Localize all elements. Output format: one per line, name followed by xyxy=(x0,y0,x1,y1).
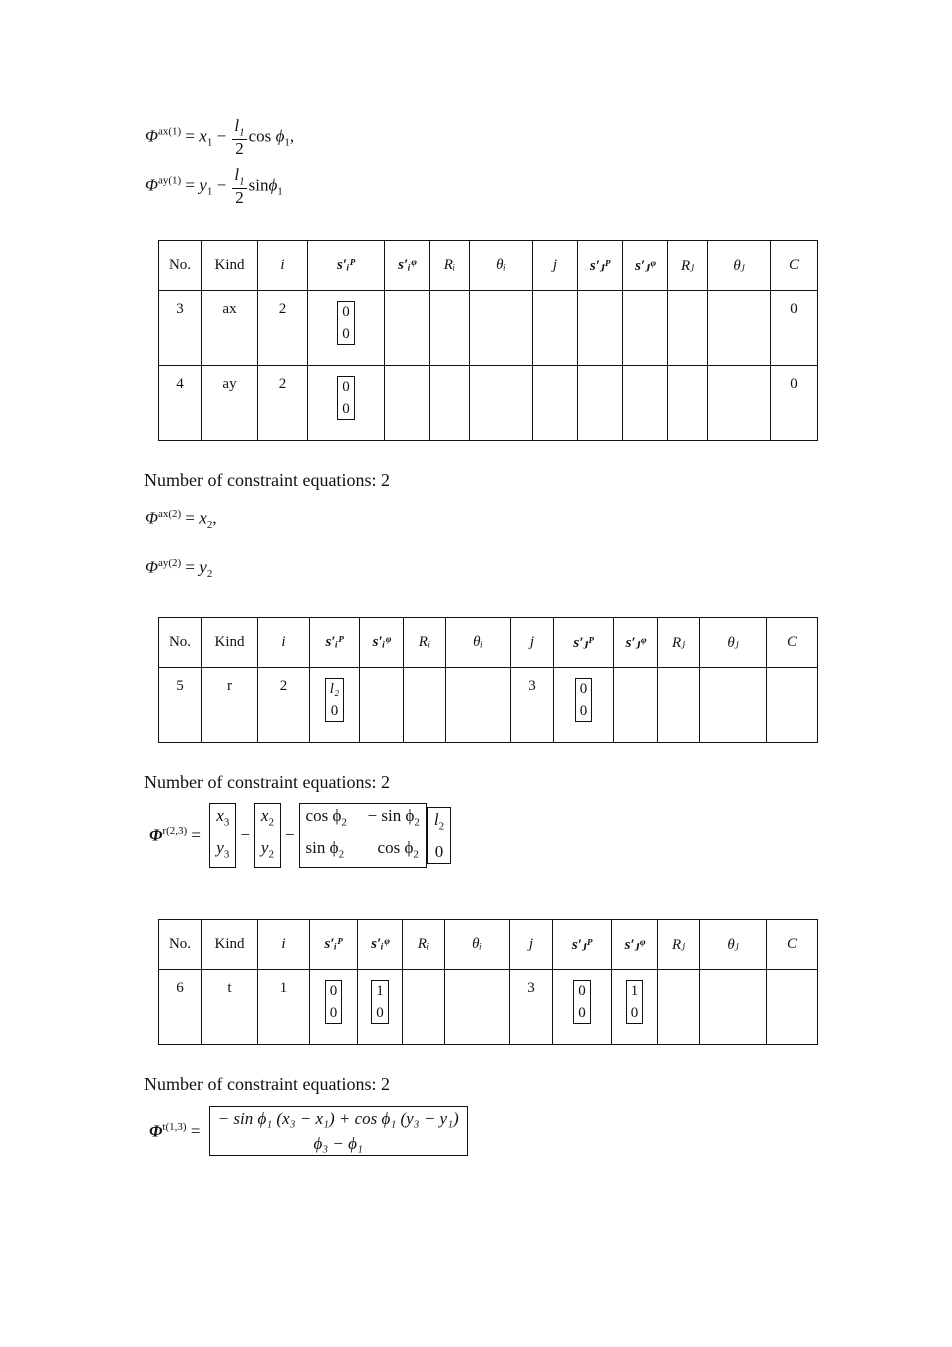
header-si-q: s′ᵢᵠ xyxy=(358,920,403,970)
constraint-table-2 xyxy=(158,617,818,743)
header-c: C xyxy=(767,920,818,970)
header-i: i xyxy=(258,920,310,970)
header-j: j xyxy=(533,241,578,291)
header-kind: Kind xyxy=(202,618,258,668)
header-si-q: s′ᵢᵠ xyxy=(385,241,430,291)
header-no: No. xyxy=(159,241,202,291)
fraction-l1-over-2: $\frac{l_1}{2}$ xyxy=(234,116,245,158)
fraction-l1-over-2: $\frac{l_1}{2}$ xyxy=(234,165,245,207)
vector-sj-p: 0 0 xyxy=(575,678,593,722)
table-row: 4 ay 2 0 0 0 xyxy=(159,366,818,441)
header-theta-i: θᵢ xyxy=(470,241,533,291)
header-kind: Kind xyxy=(202,920,258,970)
equation-ax2: $\Phi^{ax(2)} = x_2$, xyxy=(145,508,217,532)
vector-si-p: 0 0 xyxy=(337,376,355,420)
translational-constraint-vector: − sin ϕ₁ (x₃ − x₁) + cos ϕ₁ (y₃ − y₁) ϕ₃ − ϕ₁ xyxy=(209,1106,468,1156)
header-sj-q: s′ⱼᵠ xyxy=(623,241,668,291)
table-header-row xyxy=(159,618,818,668)
header-sj-q: s′ⱼᵠ xyxy=(614,618,658,668)
vector-si-p: l₂ 0 xyxy=(325,678,344,722)
table-header-row xyxy=(159,920,818,970)
table-row: 6 t 1 0 0 1 0 3 0 0 1 0 xyxy=(159,970,818,1045)
header-rj: Rⱼ xyxy=(658,920,700,970)
vector-x3-y3: $x_3$ $y_3$ xyxy=(209,803,236,868)
constraint-table-3 xyxy=(158,919,818,1045)
constraint-count-1: Number of constraint equations: 2 xyxy=(144,470,390,490)
header-sj-q: s′ⱼᵠ xyxy=(612,920,658,970)
vector-si-q: 1 0 xyxy=(371,980,389,1024)
header-theta-j: θⱼ xyxy=(708,241,771,291)
table-header-row xyxy=(159,241,818,291)
table-row: 5 r 2 l₂ 0 3 0 0 xyxy=(159,668,818,743)
header-i: i xyxy=(258,618,310,668)
header-sj-p: s′ⱼᴾ xyxy=(553,920,612,970)
header-i: i xyxy=(258,241,308,291)
header-j: j xyxy=(511,618,554,668)
header-theta-i: θᵢ xyxy=(446,618,511,668)
vector-l2-0: $l_2$ 0 xyxy=(427,807,451,864)
vector-si-p: 0 0 xyxy=(337,301,355,345)
header-j: j xyxy=(510,920,553,970)
header-rj: Rⱼ xyxy=(668,241,708,291)
header-sj-p: s′ⱼᴾ xyxy=(554,618,614,668)
header-rj: Rⱼ xyxy=(658,618,700,668)
header-theta-i: θᵢ xyxy=(445,920,510,970)
constraint-table-1 xyxy=(158,240,818,441)
equation-ay2: $\Phi^{ay(2)} = y_2$ xyxy=(145,557,213,581)
vector-sj-q: 1 0 xyxy=(626,980,644,1024)
header-ri: Rᵢ xyxy=(430,241,470,291)
equation-t13: $\Phi^{t(1,3)}$ = − sin ϕ₁ (x₃ − x₁) + cos ϕ₁ (y₃ − y₁) ϕ₃ − ϕ₁ xyxy=(145,1106,468,1156)
table-row: 3 ax 2 0 0 0 xyxy=(159,291,818,366)
header-c: C xyxy=(767,618,818,668)
header-ri: Rᵢ xyxy=(404,618,446,668)
header-si-q: s′ᵢᵠ xyxy=(360,618,404,668)
header-no: No. xyxy=(159,920,202,970)
rotation-matrix: $\cos \phi_2 - \sin \phi_2$ $\sin \phi_2$ $\cos \phi_2$ xyxy=(299,803,427,868)
vector-si-p: 0 0 xyxy=(325,980,343,1024)
vector-sj-p: 0 0 xyxy=(573,980,591,1024)
equation-ax1: $\Phi^{ax(1)} = x_1$ − $\frac{l_1}{2}$ $\cos \phi_1$, xyxy=(145,116,295,158)
header-sj-p: s′ⱼᴾ xyxy=(578,241,623,291)
constraint-count-3: Number of constraint equations: 2 xyxy=(144,1074,390,1094)
header-kind: Kind xyxy=(202,241,258,291)
equation-r23: $\Phi^{r(2,3)}$ = $x_3$ $y_3$ − $x_2$ $y_2$ − $\cos \phi_2 - \sin \phi_2$ $\sin \phi_2$ $\cos \phi_2$ $l_2$ 0 xyxy=(145,803,451,868)
header-theta-j: θⱼ xyxy=(700,618,767,668)
constraint-count-2: Number of constraint equations: 2 xyxy=(144,772,390,792)
header-ri: Rᵢ xyxy=(403,920,445,970)
header-theta-j: θⱼ xyxy=(700,920,767,970)
header-c: C xyxy=(771,241,818,291)
vector-x2-y2: $x_2$ $y_2$ xyxy=(254,803,281,868)
header-si-p: s′ᵢᴾ xyxy=(310,920,358,970)
header-no: No. xyxy=(159,618,202,668)
header-si-p: s′ᵢᴾ xyxy=(308,241,385,291)
header-si-p: s′ᵢᴾ xyxy=(310,618,360,668)
equation-ay1: $\Phi^{ay(1)} = y_1$ − $\frac{l_1}{2}$ sinϕ$_1$ xyxy=(145,165,283,207)
